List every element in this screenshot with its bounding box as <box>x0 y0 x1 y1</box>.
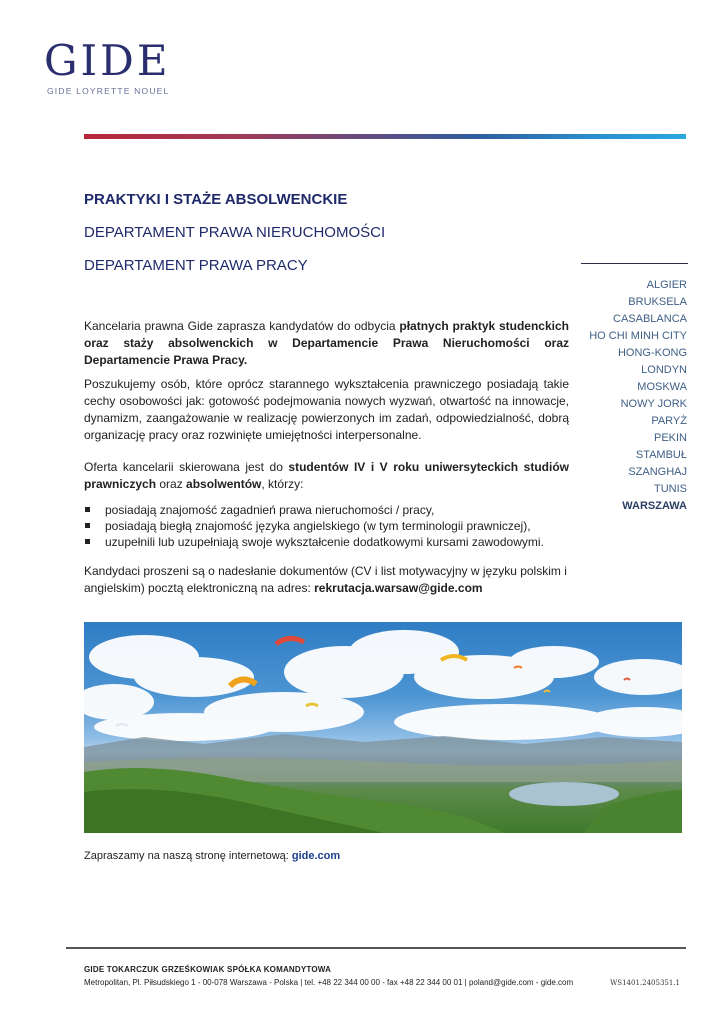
requirements-paragraph: Poszukujemy osób, które oprócz starannego wykształcenia prawniczego posiadają takie cechy osobowości jak: gotowość podejmowania nowych wyzwań, otwartość na innowacje, dynamizm, zaangażowanie w realizację powierzonych im zadań, odpowiedzialność, dobrą organizację pracy oraz rozwinięte umiejętności interpersonalne. <box>84 377 569 442</box>
city-item: PEKIN <box>653 432 687 444</box>
logo-wordmark: GIDE <box>44 36 171 85</box>
city-list-divider <box>581 263 688 264</box>
city-item-current: WARSZAWA <box>622 500 687 512</box>
intro-bold-text: płatnych praktyk studenckich oraz staży absolwenckich w Departamencie Prawa Nieruchomości oraz Departamencie Prawa Pracy. <box>84 319 569 367</box>
city-item: CASABLANCA <box>613 313 687 325</box>
square-bullet-icon <box>85 539 90 544</box>
city-item: HO CHI MINH CITY <box>589 330 687 342</box>
target-paragraph <box>84 459 569 493</box>
document-reference: WS1401.2405351.1 <box>610 979 680 987</box>
office-city-list <box>589 277 687 515</box>
square-bullet-icon <box>85 507 90 512</box>
department-heading-labour: DEPARTAMENT PRAWA PRACY <box>84 257 308 274</box>
list-item <box>84 518 584 534</box>
footer-company-name: GIDE TOKARCZUK GRZEŚKOWIAK SPÓŁKA KOMANDYTOWA <box>84 965 332 974</box>
list-item <box>84 502 584 518</box>
footer-address: Metropolitan, Pl. Piłsudskiego 1 - 00-078 Warszawa - Polska | tel. +48 22 344 00 00 - fax +48 22 344 00 01 | poland@gide.com - gide.com <box>84 978 574 987</box>
recruitment-email-link[interactable]: rekrutacja.warsaw@gide.com <box>314 581 483 595</box>
list-item-text: posiadają biegłą znajomość języka angielskiego (w tym terminologii prawniczej), <box>105 519 531 533</box>
target-bold-graduates: absolwentów <box>186 477 262 491</box>
paragliders-landscape-photo <box>84 622 682 833</box>
city-item: MOSKWA <box>637 381 687 393</box>
city-item: TUNIS <box>654 483 687 495</box>
list-item-text: posiadają znajomość zagadnień prawa nieruchomości / pracy, <box>105 503 435 517</box>
square-bullet-icon <box>85 523 90 528</box>
city-item: ALGIER <box>646 279 687 291</box>
logo-subtitle: GIDE LOYRETTE NOUEL <box>47 86 170 96</box>
gide-logo <box>44 36 171 96</box>
footer-divider <box>66 947 686 949</box>
list-item <box>84 534 584 550</box>
website-invitation-text: Zapraszamy na naszą stronę internetową: <box>84 850 292 862</box>
target-bold-students: studentów IV i V roku uniwersyteckich studiów prawniczych <box>84 460 569 491</box>
website-invitation <box>84 850 340 862</box>
list-item-text: uzupełnili lub uzupełniają swoje wykształcenie dodatkowymi kursami zawodowymi. <box>105 535 544 549</box>
city-item: PARYŻ <box>651 415 687 427</box>
city-item: LONDYN <box>641 364 687 376</box>
city-item: BRUKSELA <box>628 296 687 308</box>
intro-text: Kancelaria prawna Gide zaprasza kandydatów do odbycia <box>84 319 400 333</box>
department-heading-real-estate: DEPARTAMENT PRAWA NIERUCHOMOŚCI <box>84 224 386 241</box>
target-text-1: Oferta kancelarii skierowana jest do <box>84 460 289 474</box>
target-text-3: , którzy: <box>261 477 304 491</box>
gradient-color-bar <box>84 134 686 139</box>
intro-paragraph <box>84 318 569 369</box>
page-title: PRAKTYKI I STAŻE ABSOLWENCKIE <box>84 191 348 208</box>
application-paragraph <box>84 563 569 597</box>
city-item: SZANGHAJ <box>628 466 687 478</box>
website-link[interactable]: gide.com <box>291 850 341 862</box>
requirements-list <box>84 502 584 550</box>
application-text: Kandydaci proszeni są o nadesłanie dokumentów (CV i list motywacyjny w języku polskim i angielskim) pocztą elektroniczną na adres: <box>84 564 567 595</box>
landscape-illustration <box>84 622 682 833</box>
city-item: NOWY JORK <box>620 398 687 410</box>
city-item: HONG-KONG <box>617 347 687 359</box>
city-item: STAMBUŁ <box>635 449 687 461</box>
target-text-2: oraz <box>156 477 187 491</box>
